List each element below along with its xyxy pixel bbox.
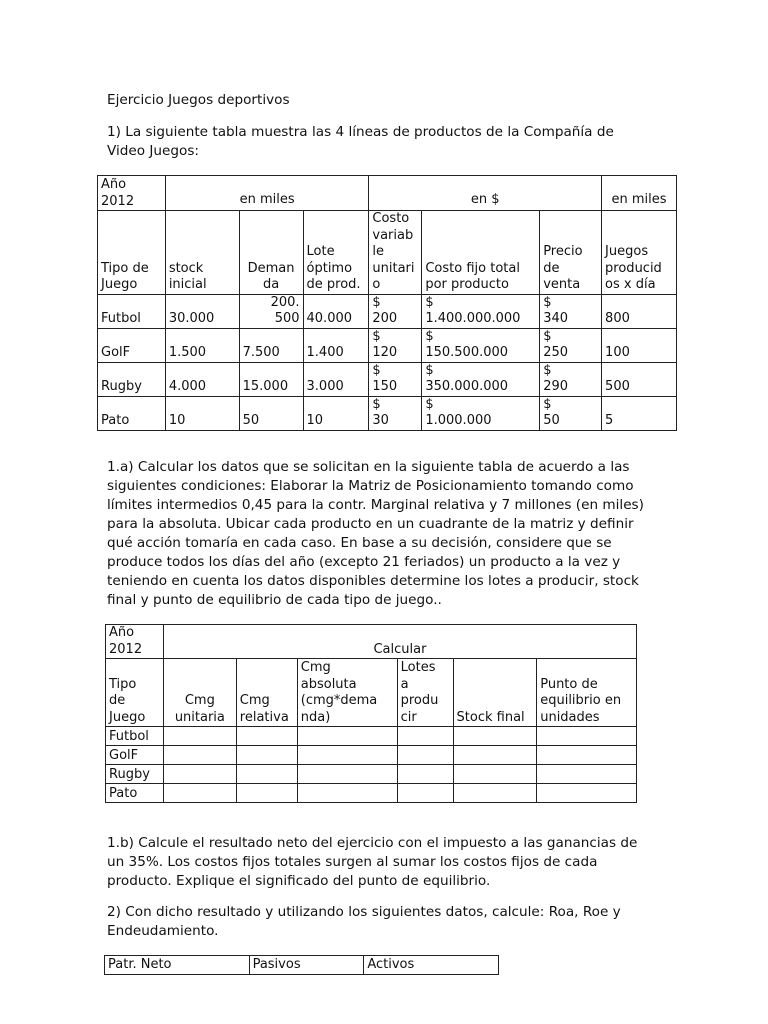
empty-cell [236, 746, 297, 765]
table-row [106, 746, 637, 765]
table-cell: $ 150 [369, 362, 422, 396]
table-cell: GolF [98, 328, 166, 362]
empty-cell [297, 727, 397, 746]
table-cell: 200. 500 [239, 294, 303, 328]
header-cell: Tipo de Juego [106, 659, 164, 727]
header-cell: Lotes a produ cir [397, 659, 453, 727]
table-row [98, 328, 677, 362]
header-cell: Pasivos [249, 956, 364, 975]
table-cell: 3.000 [303, 362, 369, 396]
year-cell: Año 2012 [98, 176, 166, 211]
table-row [98, 396, 677, 430]
empty-cell [453, 746, 537, 765]
table-row [106, 727, 637, 746]
empty-cell [453, 784, 537, 803]
q1a-line: final y punto de equilibrio de cada tipo de juego.. [107, 592, 442, 608]
empty-cell [537, 746, 637, 765]
q1a-line: para la absoluta. Ubicar cada producto en un cuadrante de la matriz y definir [107, 516, 634, 532]
table-row [98, 362, 677, 396]
table-cell: 4.000 [165, 362, 239, 396]
q1a-line: teniendo en cuenta los datos disponibles determine los lotes a producir, stock [107, 573, 639, 589]
table-cell: 10 [165, 396, 239, 430]
empty-cell [163, 727, 236, 746]
intro-line-2: Video Juegos: [107, 143, 200, 159]
table-row [98, 294, 677, 328]
products-table [97, 175, 677, 431]
table-cell: Rugby [98, 362, 166, 396]
empty-cell [537, 765, 637, 784]
header-cell: Juegos producid os x día [602, 211, 677, 295]
table-cell: $ 340 [540, 294, 602, 328]
intro-line-1: 1) La siguiente tabla muestra las 4 líneas de productos de la Compañía de [107, 124, 614, 140]
q1a-line: produce todos los días del año (excepto 21 feriados) un producto a la vez y [107, 554, 621, 570]
table-row [106, 784, 637, 803]
table-cell: $ 250 [540, 328, 602, 362]
table-cell: 7.500 [239, 328, 303, 362]
empty-cell [537, 784, 637, 803]
table-cell: 50 [239, 396, 303, 430]
empty-cell [163, 746, 236, 765]
table-row [106, 765, 637, 784]
table-cell: $ 1.400.000.000 [422, 294, 540, 328]
q1b-line: producto. Explique el significado del punto de equilibrio. [107, 873, 491, 889]
table-cell: 5 [602, 396, 677, 430]
empty-cell [163, 765, 236, 784]
header-cell: Punto de equilibrio en unidades [537, 659, 637, 727]
table-cell: 1.400 [303, 328, 369, 362]
q1b-line: un 35%. Los costos fijos totales surgen al sumar los costos fijos de cada [107, 854, 598, 870]
empty-cell [163, 784, 236, 803]
q1b-line: 1.b) Calcule el resultado neto del ejercicio con el impuesto a las ganancias de [107, 835, 638, 851]
table-cell: Rugby [106, 765, 164, 784]
header-cell: Cmg absoluta (cmg*dema nda) [297, 659, 397, 727]
q1a-line: siguientes condiciones: Elaborar la Matriz de Posicionamiento tomando como [107, 478, 634, 494]
empty-cell [453, 727, 537, 746]
empty-cell [236, 765, 297, 784]
header-cell: Stock final [453, 659, 537, 727]
empty-cell [397, 746, 453, 765]
group-header-pesos: en $ [369, 176, 602, 211]
table-cell: 10 [303, 396, 369, 430]
header-cell: Cmg unitaria [163, 659, 236, 727]
header-cell: stock inicial [165, 211, 239, 295]
header-cell: Tipo de Juego [98, 211, 166, 295]
table-cell: $ 120 [369, 328, 422, 362]
empty-cell [297, 784, 397, 803]
empty-cell [236, 784, 297, 803]
group-header-calcular: Calcular [163, 625, 636, 659]
q1a-line: 1.a) Calcular los datos que se solicitan en la siguiente tabla de acuerdo a las [107, 459, 630, 475]
table-cell: $ 50 [540, 396, 602, 430]
table-cell: Futbol [98, 294, 166, 328]
table-cell: GolF [106, 746, 164, 765]
table-cell: 500 [602, 362, 677, 396]
table-cell: $ 30 [369, 396, 422, 430]
calculation-table [105, 624, 637, 803]
empty-cell [537, 727, 637, 746]
empty-cell [236, 727, 297, 746]
doc-title: Ejercicio Juegos deportivos [107, 92, 290, 108]
table-cell: 800 [602, 294, 677, 328]
table-cell: 100 [602, 328, 677, 362]
header-cell: Precio de venta [540, 211, 602, 295]
table-cell: $ 350.000.000 [422, 362, 540, 396]
table-cell: $ 150.500.000 [422, 328, 540, 362]
q1a-line: qué acción tomaría en cada caso. En base a su decisión, considere que se [107, 535, 612, 551]
table-cell: Futbol [106, 727, 164, 746]
header-cell: Costo fijo total por producto [422, 211, 540, 295]
header-cell: Patr. Neto [105, 956, 250, 975]
header-cell: Costo variab le unitari o [369, 211, 422, 295]
year-cell: Año 2012 [106, 625, 164, 659]
header-cell: Cmg relativa [236, 659, 297, 727]
table-cell: 15.000 [239, 362, 303, 396]
q1a-line: límites intermedios 0,45 para la contr. Marginal relativa y 7 millones (en miles) [107, 497, 644, 513]
group-header-miles: en miles [165, 176, 369, 211]
table-cell: Pato [106, 784, 164, 803]
header-cell: Lote óptimo de prod. [303, 211, 369, 295]
group-header-miles-2: en miles [602, 176, 677, 211]
table-cell: $ 200 [369, 294, 422, 328]
q2-line: 2) Con dicho resultado y utilizando los siguientes datos, calcule: Roa, Roe y [107, 904, 621, 920]
table-cell: Pato [98, 396, 166, 430]
empty-cell [297, 746, 397, 765]
table-cell: $ 290 [540, 362, 602, 396]
balance-table [104, 955, 499, 975]
q2-line: Endeudamiento. [107, 923, 219, 939]
header-cell: Deman da [239, 211, 303, 295]
header-cell: Activos [364, 956, 499, 975]
empty-cell [453, 765, 537, 784]
empty-cell [397, 765, 453, 784]
table-cell: 40.000 [303, 294, 369, 328]
table-cell: 30.000 [165, 294, 239, 328]
empty-cell [297, 765, 397, 784]
table-cell: 1.500 [165, 328, 239, 362]
table-cell: $ 1.000.000 [422, 396, 540, 430]
empty-cell [397, 784, 453, 803]
empty-cell [397, 727, 453, 746]
